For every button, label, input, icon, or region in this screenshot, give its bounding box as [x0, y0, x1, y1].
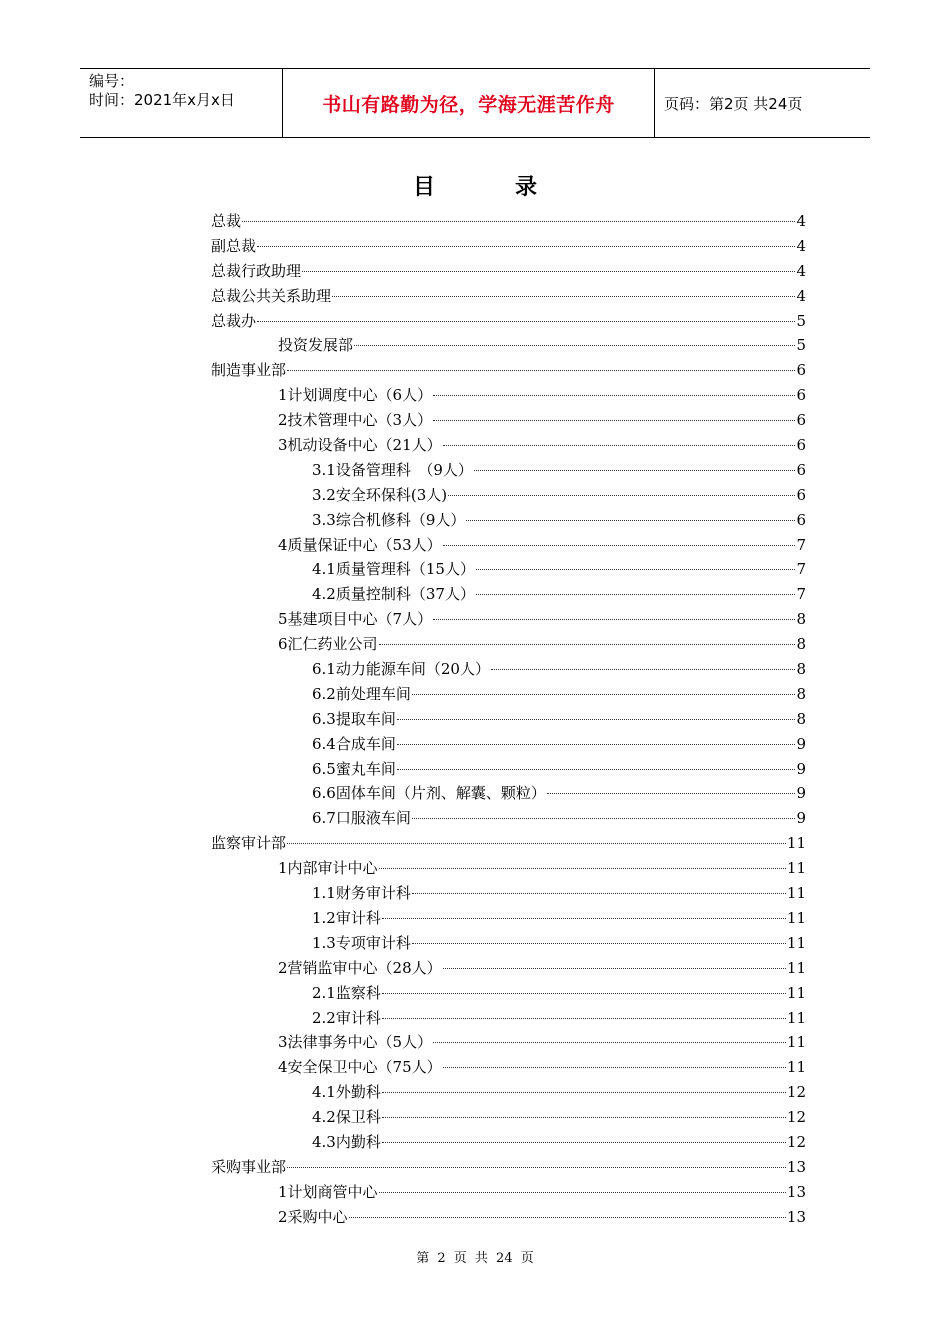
toc-entry-page: 4	[796, 212, 806, 230]
toc-title	[0, 170, 950, 201]
toc-entry[interactable]	[211, 209, 806, 234]
toc-entry[interactable]	[211, 781, 806, 806]
toc-entry-label: 4质量保证中心（53人）	[278, 535, 442, 554]
toc-dot-leader	[287, 1167, 786, 1168]
toc-dot-leader	[397, 719, 796, 720]
page-header	[80, 68, 870, 138]
toc-title-right: 录	[515, 175, 538, 200]
toc-dot-leader	[476, 594, 796, 595]
toc-entry-label: 1.3专项审计科	[312, 933, 411, 952]
toc-entry-page: 6	[796, 510, 806, 529]
toc-dot-leader	[466, 520, 795, 521]
toc-dot-leader	[412, 893, 786, 894]
toc-entry[interactable]	[211, 234, 806, 259]
toc-entry[interactable]	[211, 657, 806, 682]
toc-entry[interactable]	[211, 906, 806, 931]
toc-dot-leader	[547, 793, 796, 794]
toc-entry-label: 4.1外勤科	[312, 1083, 381, 1102]
toc-dot-leader	[448, 495, 795, 496]
toc-entry[interactable]	[211, 632, 806, 657]
toc-entry-page: 11	[786, 884, 806, 903]
toc-entry[interactable]	[211, 433, 806, 458]
toc-entry-page: 12	[786, 1132, 806, 1151]
toc-entry[interactable]	[211, 831, 806, 856]
time-label: 时间：2021年x月x日	[89, 91, 235, 109]
toc-entry[interactable]	[211, 757, 806, 782]
toc-dot-leader	[412, 818, 796, 819]
toc-entry-page: 6	[796, 460, 806, 479]
toc-entry-label: 总裁	[211, 212, 242, 230]
toc-dot-leader	[443, 1067, 786, 1068]
toc-entry[interactable]	[211, 358, 806, 383]
toc-entry-label: 监察审计部	[211, 834, 287, 853]
toc-entry-label: 3.1设备管理科 （9人）	[312, 460, 473, 479]
toc-entry-label: 副总裁	[211, 236, 257, 255]
toc-entry[interactable]	[211, 383, 806, 408]
toc-dot-leader	[332, 296, 795, 297]
toc-entry-label: 6.5蜜丸车间	[312, 759, 396, 778]
toc-dot-leader	[397, 769, 796, 770]
toc-entry-page: 9	[796, 734, 806, 753]
toc-entry[interactable]	[211, 956, 806, 981]
toc-entry-page: 9	[796, 809, 806, 828]
toc-entry[interactable]	[211, 483, 806, 508]
toc-entry-page: 11	[786, 834, 806, 853]
page-footer: 第 2 页 共 24 页	[416, 1251, 534, 1266]
toc-entry-page: 6	[796, 361, 806, 380]
toc-entry[interactable]	[211, 1105, 806, 1130]
toc-entry[interactable]	[211, 1130, 806, 1155]
serial-label: 编号：	[89, 72, 135, 90]
toc-entry[interactable]	[211, 732, 806, 757]
toc-dot-leader	[354, 345, 795, 346]
header-meta	[80, 69, 282, 137]
toc-entry-page: 11	[786, 983, 806, 1002]
toc-dot-leader	[379, 1192, 786, 1193]
toc-entry[interactable]	[211, 682, 806, 707]
toc-entry-page: 4	[796, 286, 806, 305]
toc-entry-page: 6	[796, 485, 806, 504]
toc-dot-leader	[302, 271, 795, 272]
toc-entry-label: 4安全保卫中心（75人）	[278, 1058, 442, 1077]
toc-entry-page: 13	[786, 1157, 806, 1176]
toc-dot-leader	[433, 1042, 786, 1043]
toc-entry-page: 6	[796, 411, 806, 430]
toc-dot-leader	[476, 569, 796, 570]
toc-entry-label: 2采购中心	[278, 1207, 348, 1226]
toc-entry-label: 6汇仁药业公司	[278, 635, 378, 654]
toc-dot-leader	[382, 993, 786, 994]
toc-entry[interactable]	[211, 1180, 806, 1205]
toc-entry[interactable]	[211, 1006, 806, 1031]
toc-entry-label: 6.4合成车间	[312, 734, 396, 753]
toc-entry-label: 6.1动力能源车间（20人）	[312, 660, 490, 679]
toc-entry-page: 12	[786, 1108, 806, 1127]
toc-dot-leader	[287, 370, 795, 371]
table-of-contents	[211, 209, 806, 1230]
toc-entry-label: 采购事业部	[211, 1157, 287, 1176]
toc-dot-leader	[287, 843, 786, 844]
toc-entry-label: 1内部审计中心	[278, 859, 378, 878]
toc-dot-leader	[257, 321, 795, 322]
toc-entry[interactable]	[211, 856, 806, 881]
header-page-code: 页码：第2页 共24页	[664, 94, 803, 113]
toc-entry-page: 7	[796, 535, 806, 554]
toc-entry-page: 9	[796, 784, 806, 803]
toc-entry-label: 3.3综合机修科（9人）	[312, 510, 466, 529]
toc-dot-leader	[349, 1217, 786, 1218]
toc-entry-label: 制造事业部	[211, 361, 287, 380]
toc-entry[interactable]	[211, 408, 806, 433]
toc-entry[interactable]	[211, 1055, 806, 1080]
toc-dot-leader	[242, 221, 795, 222]
toc-entry[interactable]	[211, 1080, 806, 1105]
toc-entry-page: 6	[796, 436, 806, 455]
toc-entry-page: 11	[786, 1008, 806, 1027]
toc-dot-leader	[443, 445, 796, 446]
toc-entry-page: 12	[786, 1083, 806, 1102]
toc-entry-label: 总裁办	[211, 311, 257, 330]
toc-dot-leader	[382, 918, 786, 919]
toc-dot-leader	[382, 1142, 786, 1143]
toc-entry-label: 4.3内勤科	[312, 1132, 381, 1151]
toc-entry-page: 5	[796, 336, 806, 355]
toc-entry-page: 11	[786, 908, 806, 927]
toc-entry-label: 1.1财务审计科	[312, 884, 411, 903]
toc-entry-label: 1.2审计科	[312, 908, 381, 927]
toc-dot-leader	[382, 1018, 786, 1019]
toc-dot-leader	[491, 669, 796, 670]
toc-entry[interactable]	[211, 508, 806, 533]
header-motto: 书山有路勤为径，学海无涯苦作舟	[282, 69, 655, 137]
toc-entry-label: 3法律事务中心（5人）	[278, 1033, 433, 1052]
toc-entry-page: 7	[796, 585, 806, 604]
toc-entry[interactable]	[211, 806, 806, 831]
toc-entry-label: 2.2审计科	[312, 1008, 381, 1027]
toc-entry-label: 2.1监察科	[312, 983, 381, 1002]
toc-entry[interactable]	[211, 981, 806, 1006]
toc-entry-page: 8	[796, 684, 806, 703]
toc-entry-label: 6.6固体车间（片剂、解囊、颗粒）	[312, 784, 546, 803]
toc-entry-page: 8	[796, 660, 806, 679]
toc-entry-label: 总裁行政助理	[211, 261, 302, 280]
toc-entry-page: 4	[796, 261, 806, 280]
toc-entry-page: 11	[786, 933, 806, 952]
toc-dot-leader	[443, 968, 786, 969]
toc-entry-page: 8	[796, 610, 806, 629]
toc-entry-label: 总裁公共关系助理	[211, 286, 332, 305]
toc-entry-page: 13	[786, 1207, 806, 1226]
toc-dot-leader	[382, 1117, 786, 1118]
toc-entry-page: 8	[796, 635, 806, 654]
toc-entry-page: 7	[796, 560, 806, 579]
toc-entry-page: 11	[786, 1058, 806, 1077]
toc-entry-label: 2营销监审中心（28人）	[278, 958, 442, 977]
toc-dot-leader	[412, 694, 796, 695]
toc-entry[interactable]	[211, 309, 806, 334]
toc-entry[interactable]	[211, 1155, 806, 1180]
toc-entry-page: 9	[796, 759, 806, 778]
toc-dot-leader	[382, 1092, 786, 1093]
toc-entry-label: 6.2前处理车间	[312, 684, 411, 703]
toc-entry-label: 4.2质量控制科（37人）	[312, 585, 475, 604]
toc-entry[interactable]	[211, 582, 806, 607]
toc-dot-leader	[443, 545, 796, 546]
toc-entry-page: 6	[796, 386, 806, 405]
toc-entry-page: 11	[786, 958, 806, 977]
toc-dot-leader	[379, 644, 796, 645]
toc-entry-page: 4	[796, 236, 806, 255]
toc-entry[interactable]	[211, 707, 806, 732]
toc-entry-page: 11	[786, 1033, 806, 1052]
toc-entry-label: 6.7口服液车间	[312, 809, 411, 828]
toc-entry[interactable]	[211, 333, 806, 358]
toc-entry[interactable]	[211, 881, 806, 906]
toc-dot-leader	[433, 420, 795, 421]
toc-entry-label: 投资发展部	[278, 336, 354, 355]
toc-entry-page: 11	[786, 859, 806, 878]
toc-entry-page: 8	[796, 709, 806, 728]
toc-title-left: 目	[412, 175, 435, 200]
toc-entry-label: 5基建项目中心（7人）	[278, 610, 433, 629]
toc-dot-leader	[474, 470, 796, 471]
toc-dot-leader	[412, 943, 786, 944]
toc-entry-label: 4.2保卫科	[312, 1108, 381, 1127]
toc-entry[interactable]	[211, 284, 806, 309]
toc-entry-label: 2技术管理中心（3人）	[278, 411, 433, 430]
toc-entry-label: 3机动设备中心（21人）	[278, 436, 442, 455]
toc-entry[interactable]	[211, 931, 806, 956]
toc-entry-label: 6.3提取车间	[312, 709, 396, 728]
toc-entry-page: 13	[786, 1182, 806, 1201]
toc-dot-leader	[433, 619, 795, 620]
toc-entry[interactable]	[211, 1205, 806, 1230]
toc-entry[interactable]	[211, 533, 806, 558]
toc-entry-page: 5	[796, 311, 806, 330]
toc-dot-leader	[257, 246, 795, 247]
toc-dot-leader	[397, 744, 796, 745]
toc-entry[interactable]	[211, 607, 806, 632]
toc-entry[interactable]	[211, 1030, 806, 1055]
toc-entry-label: 1计划调度中心（6人）	[278, 386, 433, 405]
toc-entry[interactable]	[211, 259, 806, 284]
toc-entry-label: 3.2安全环保科(3人)	[312, 485, 448, 504]
toc-entry-label: 1计划商管中心	[278, 1182, 378, 1201]
toc-dot-leader	[433, 395, 795, 396]
toc-entry-label: 4.1质量管理科（15人）	[312, 560, 475, 579]
toc-entry[interactable]	[211, 557, 806, 582]
toc-dot-leader	[379, 868, 786, 869]
toc-entry[interactable]	[211, 458, 806, 483]
